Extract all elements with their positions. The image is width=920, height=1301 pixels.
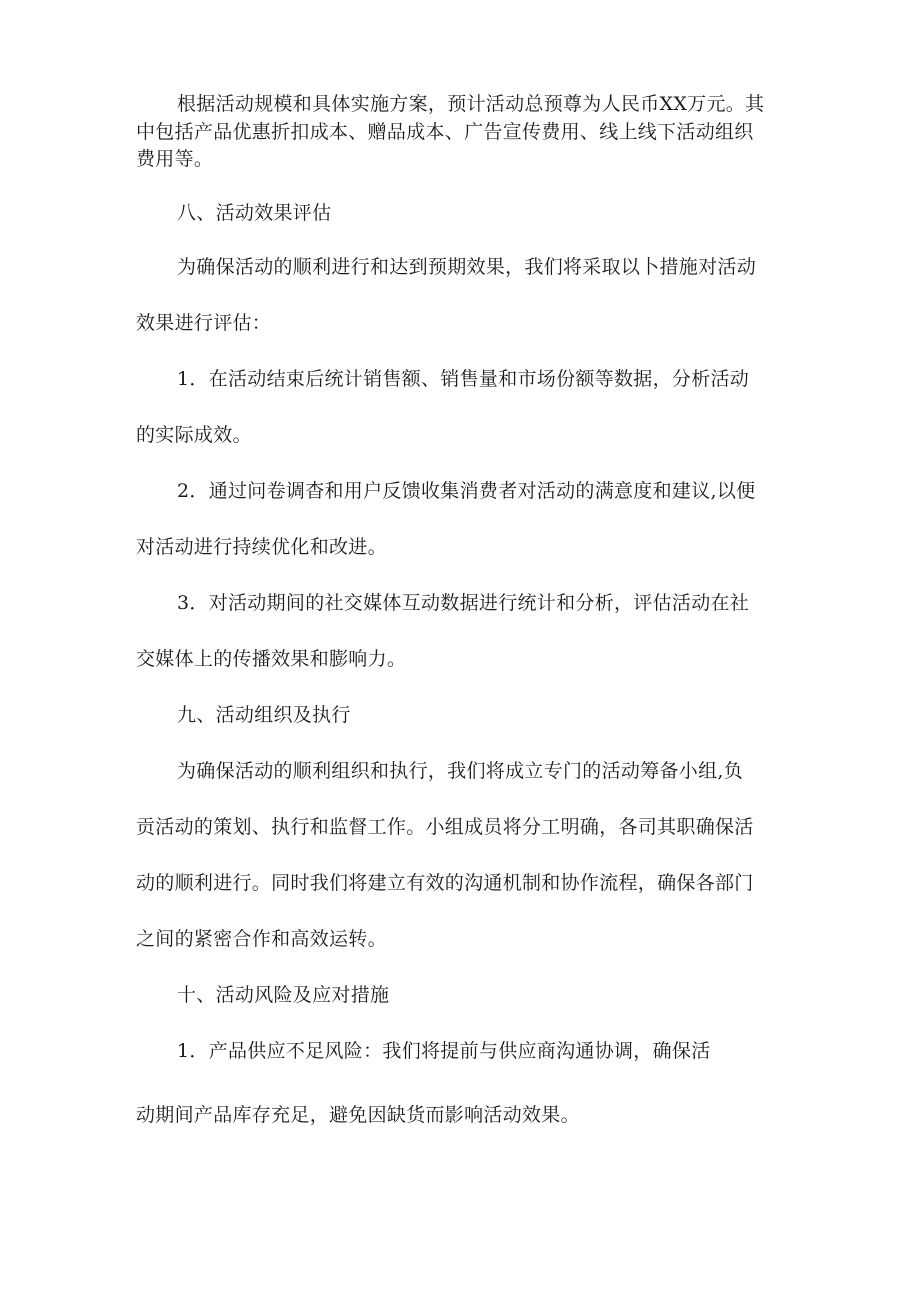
section-9-para-line-2: 贡活动的策划、执行和监督工作。小组成员将分工明确，各司其职确保活 <box>136 816 754 838</box>
section-9-para-line-3: 动的顺利进行。同时我们将建立有效的沟通机制和协作流程，确保各部门 <box>136 872 754 894</box>
section-10-item-1-line-2: 动期间产品库存充足，避免因缺货而影响活动效果。 <box>136 1104 580 1126</box>
section-8-intro-line-2: 效果进行评估： <box>136 312 272 334</box>
section-9-para-line-4: 之间的紧密合作和高效运转。 <box>136 928 387 950</box>
section-8-item-2-line-1: 2．通过问卷调杳和用户反馈收集消费者对活动的满意度和建议,以便 <box>177 480 756 502</box>
section-10-heading: 十、活动风险及应对措施 <box>177 984 390 1006</box>
section-9-heading: 九、活动组织及执行 <box>177 704 351 726</box>
budget-line-1: 根据活动规模和具体实施方案，预计活动总预尊为人民币XX万元。其 <box>177 93 765 115</box>
section-8-item-1-line-1: 1．在活动结束后统计销售额、销售量和市场份额等数据，分析活动 <box>177 368 750 390</box>
section-9-para-line-1: 为确保活动的顺利组织和执行，我们将成立专门的活动筹备小组,负 <box>177 760 744 782</box>
section-8-item-2-line-2: 对活动进行持续优化和改进。 <box>136 536 387 558</box>
section-8-item-1-line-2: 的实际成效。 <box>136 424 252 446</box>
section-10-item-1-line-1: 1．产品供应不足风险：我们将提前与供应商沟通协调，确保活 <box>177 1040 711 1062</box>
section-8-item-3-line-2: 交媒体上的传播效果和膨响力。 <box>136 648 407 670</box>
section-8-item-3-line-1: 3．对活动期间的社交媒体互动数据进行统计和分析，评估活动在社 <box>177 592 750 614</box>
budget-line-2: 中包括产品优惠折扣成本、赠品成本、广告宣传费用、线上线下活动组织 <box>136 121 754 143</box>
budget-line-3: 费用等。 <box>136 148 214 170</box>
section-8-heading: 八、活动效果评估 <box>177 202 332 224</box>
section-8-intro-line-1: 为确保活动的顺利进行和达到预期效果，我们将采取以卜措施对活动 <box>177 256 757 278</box>
